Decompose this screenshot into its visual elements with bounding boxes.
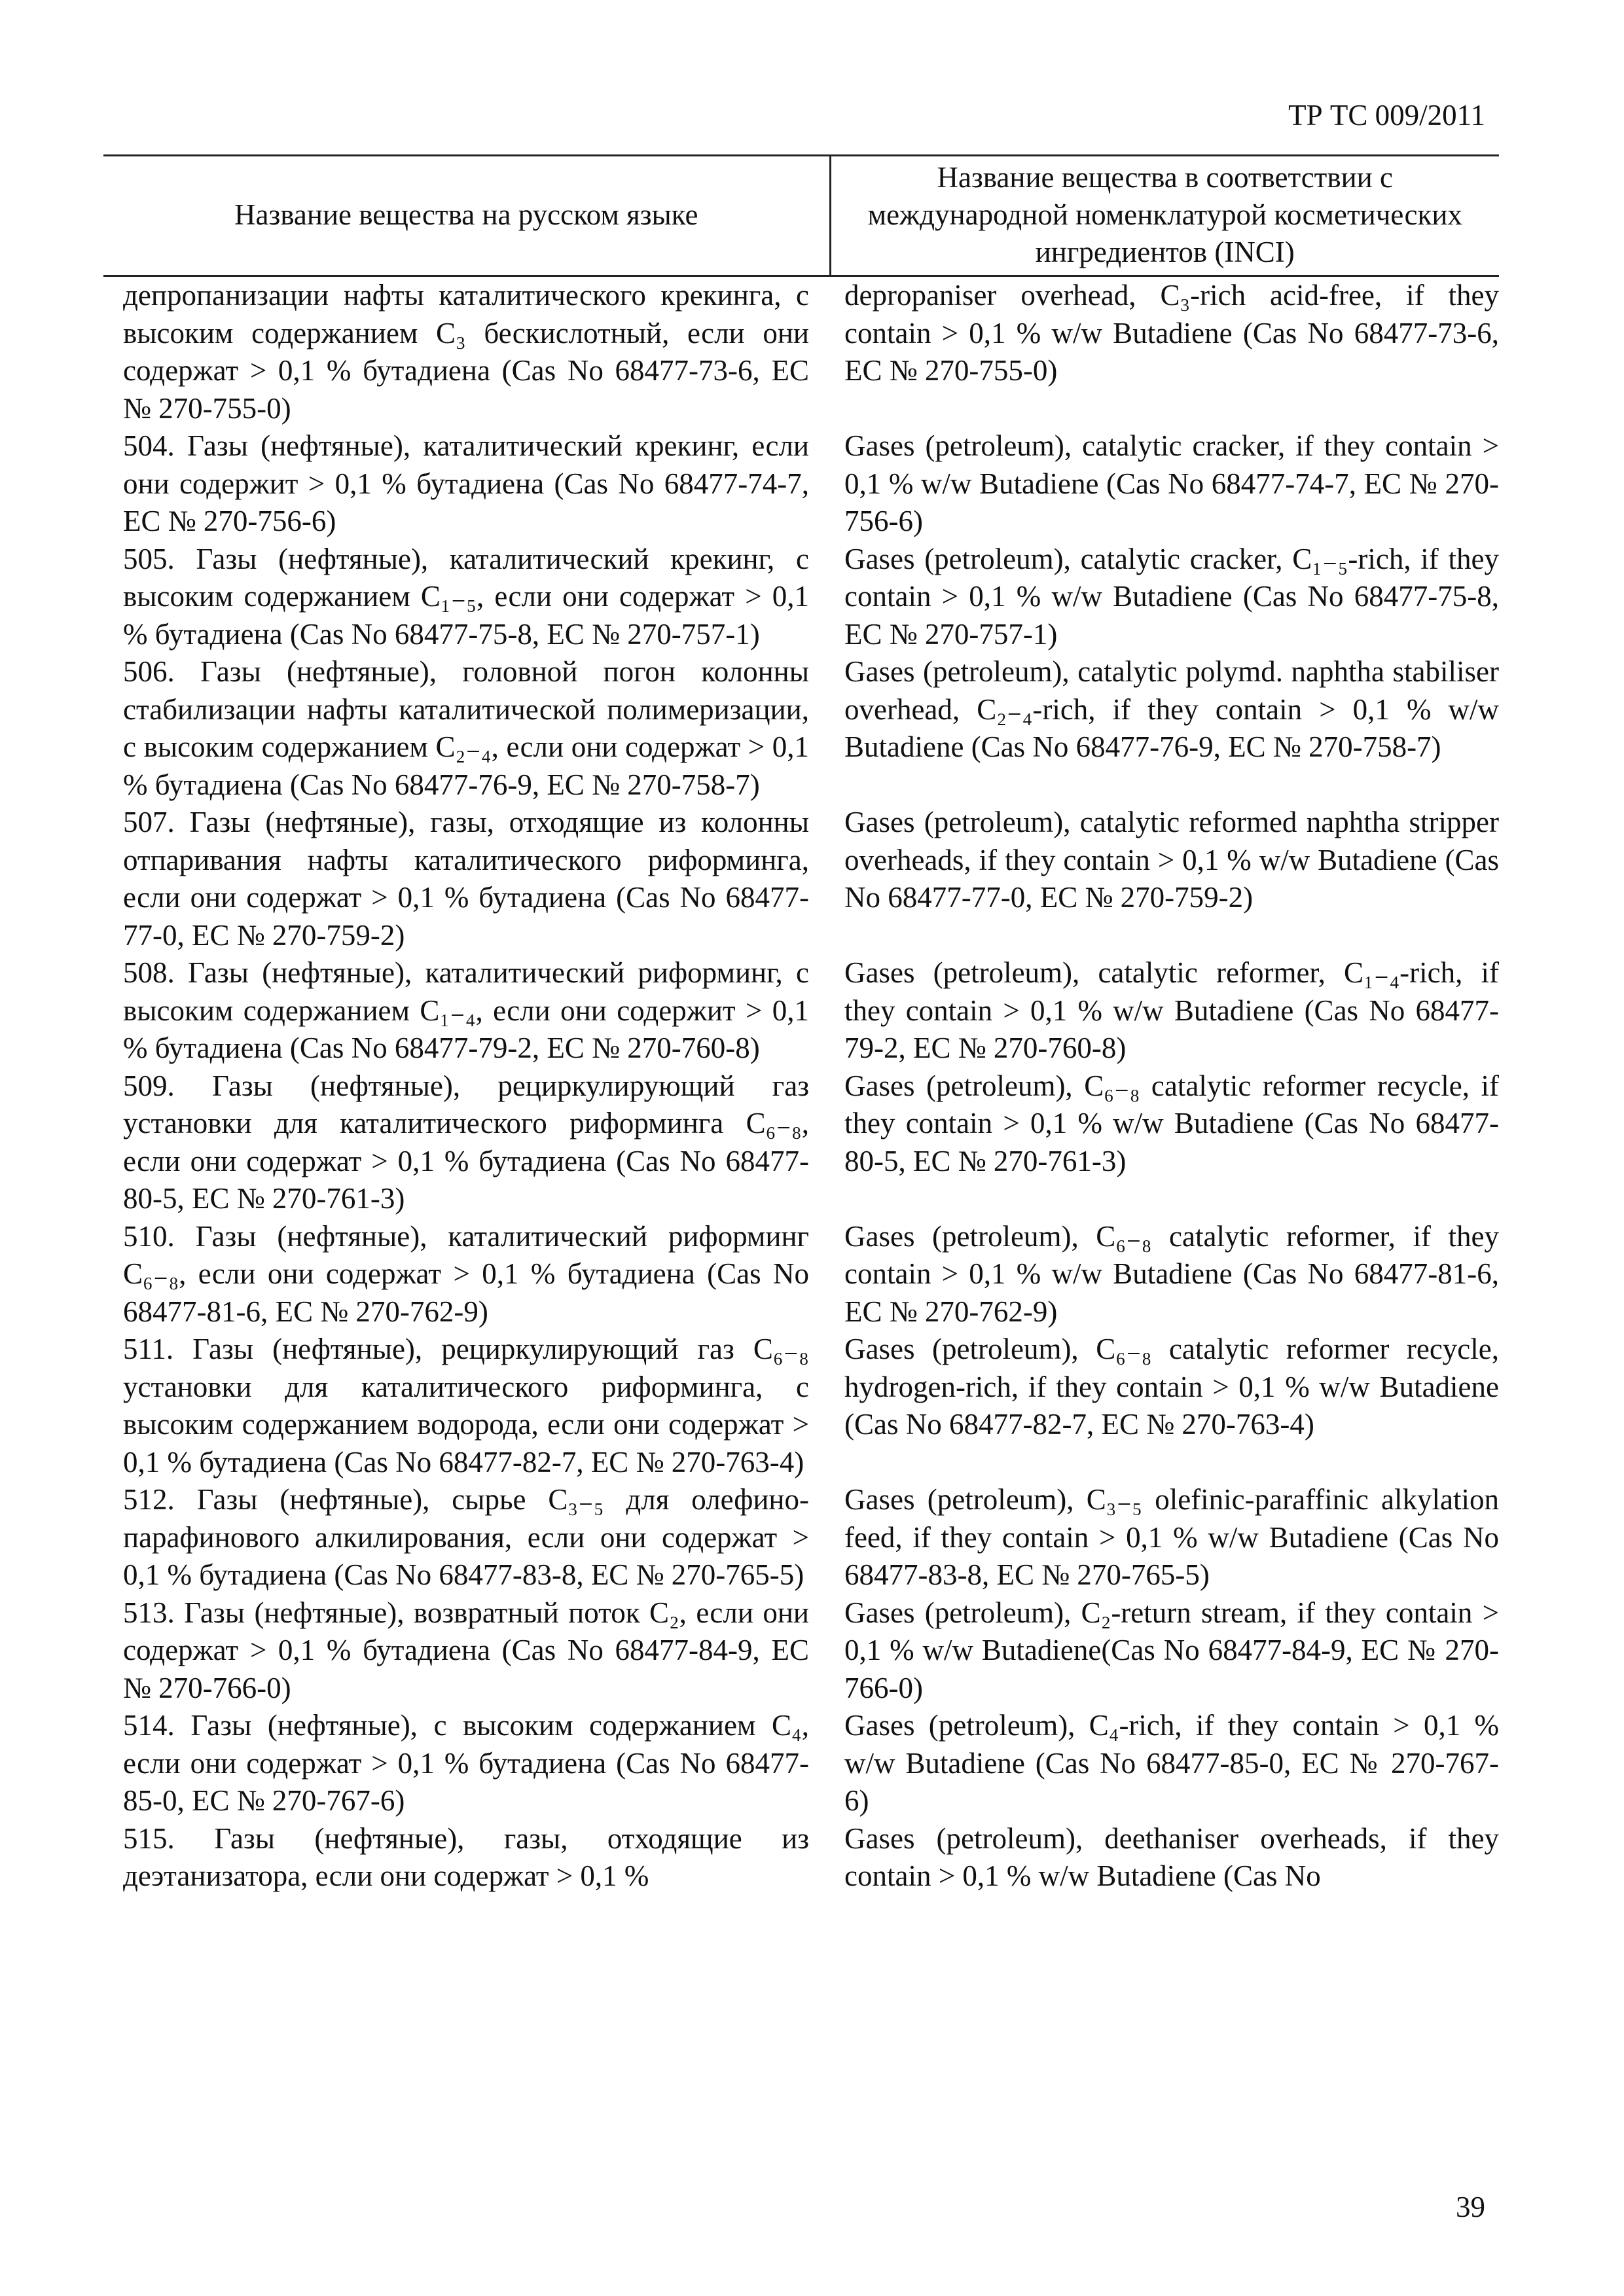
inci-name-cell: Gases (petroleum), catalytic cracker, if they contain > 0,1 % w/w Butadiene (Cas No 68477-74-7, EC № 270-756-6) <box>844 429 1499 537</box>
table-row <box>103 541 1499 654</box>
table-row <box>103 1218 1499 1331</box>
inci-name-cell: Gases (petroleum), catalytic polymd. naphtha stabiliser overhead, C₂₋₄-rich, if they contain > 0,1 % w/w Butadiene (Cas No 68477-76-9, EC № 270-758-7) <box>844 655 1499 763</box>
inci-name-cell: Gases (petroleum), C₃₋₅ olefinic-paraffinic alkylation feed, if they contain > 0,1 % w/w Butadiene (Cas No 68477-83-8, EC № 270-765-5) <box>844 1483 1499 1591</box>
russian-name-cell: 504. Газы (нефтяные), каталитический крекинг, если они содержит > 0,1 % бутадиена (Cas No 68477-74-7, ЕС № 270-756-6) <box>123 429 809 537</box>
table-row <box>103 1067 1499 1218</box>
column-header-inci-name: Название вещества в соответствии с международной номенклатурой косметических ингредиентов (INCI) <box>830 156 1499 276</box>
table-row <box>103 954 1499 1067</box>
table-row <box>103 1707 1499 1820</box>
table-row <box>103 427 1499 541</box>
inci-name-cell: depropaniser overhead, C₃-rich acid-free, if they contain > 0,1 % w/w Butadiene (Cas No 68477-73-6, EC № 270-755-0) <box>844 279 1499 387</box>
inci-name-cell: Gases (petroleum), catalytic reformed naphtha stripper overheads, if they contain > 0,1 % w/w Butadiene (Cas No 68477-77-0, EC № 270-759-2) <box>844 806 1499 914</box>
inci-name-cell: Gases (petroleum), C₆₋₈ catalytic reformer recycle, hydrogen-rich, if they contain > 0,1 % w/w Butadiene (Cas No 68477-82-7, EC № 270-763-4) <box>844 1333 1499 1441</box>
russian-name-cell: 510. Газы (нефтяные), каталитический риформинг C₆₋₈, если они содержат > 0,1 % бутадиена (Cas No 68477-81-6, ЕС № 270-762-9) <box>123 1219 809 1328</box>
table-header-row <box>103 156 1499 276</box>
document-code: ТР ТС 009/2011 <box>1288 99 1485 132</box>
table-row <box>103 1481 1499 1594</box>
table-row <box>103 1594 1499 1708</box>
substances-table <box>103 154 1499 1895</box>
inci-name-cell: Gases (petroleum), C₂-return stream, if they contain > 0,1 % w/w Butadiene(Cas No 68477-84-9, EC № 270-766-0) <box>844 1596 1499 1704</box>
inci-name-cell: Gases (petroleum), C₄-rich, if they contain > 0,1 % w/w Butadiene (Cas No 68477-85-0, EC № 270-767-6) <box>844 1709 1499 1817</box>
russian-name-cell: депропанизации нафты каталитического крекинга, с высоким содержанием C₃ бескислотный, если они содержат > 0,1 % бутадиена (Cas No 68477-73-6, ЕС № 270-755-0) <box>123 279 809 425</box>
page-number: 39 <box>1456 2191 1485 2223</box>
russian-name-cell: 506. Газы (нефтяные), головной погон колонны стабилизации нафты каталитической полимеризации, с высоким содержанием C₂₋₄, если они содержат > 0,1 % бутадиена (Cas No 68477-76-9, ЕС № 270-758-7) <box>123 655 809 801</box>
inci-name-cell: Gases (petroleum), catalytic reformer, C₁₋₄-rich, if they contain > 0,1 % w/w Butadiene (Cas No 68477-79-2, EC № 270-760-8) <box>844 956 1499 1064</box>
russian-name-cell: 513. Газы (нефтяные), возвратный поток C₂, если они содержат > 0,1 % бутадиена (Cas No 68477-84-9, ЕС № 270-766-0) <box>123 1596 809 1704</box>
inci-name-cell: Gases (petroleum), deethaniser overheads, if they contain > 0,1 % w/w Butadiene (Cas No <box>844 1821 1499 1892</box>
russian-name-cell: 515. Газы (нефтяные), газы, отходящие из деэтанизатора, если они содержат > 0,1 % <box>123 1821 809 1892</box>
russian-name-cell: 505. Газы (нефтяные), каталитический крекинг, с высоким содержанием C₁₋₅, если они содержат > 0,1 % бутадиена (Cas No 68477-75-8, ЕС № 270-757-1) <box>123 542 809 651</box>
russian-name-cell: 509. Газы (нефтяные), рециркулирующий газ установки для каталитического риформинга C₆₋₈, если они содержат > 0,1 % бутадиена (Cas No 68477-80-5, ЕС № 270-761-3) <box>123 1069 809 1215</box>
russian-name-cell: 511. Газы (нефтяные), рециркулирующий газ C₆₋₈ установки для каталитического риформинга, с высоким содержанием водорода, если они содержат > 0,1 % бутадиена (Cas No 68477-82-7, ЕС № 270-763-4) <box>123 1333 809 1479</box>
inci-name-cell: Gases (petroleum), catalytic cracker, C₁₋₅-rich, if they contain > 0,1 % w/w Butadiene (Cas No 68477-75-8, EC № 270-757-1) <box>844 542 1499 651</box>
table-row <box>103 1820 1499 1895</box>
russian-name-cell: 514. Газы (нефтяные), с высоким содержанием C₄, если они содержат > 0,1 % бутадиена (Cas No 68477-85-0, ЕС № 270-767-6) <box>123 1709 809 1817</box>
table-row <box>103 653 1499 804</box>
russian-name-cell: 508. Газы (нефтяные), каталитический риформинг, с высоким содержанием C₁₋₄, если они содержит > 0,1 % бутадиена (Cas No 68477-79-2, ЕС № 270-760-8) <box>123 956 809 1064</box>
russian-name-cell: 512. Газы (нефтяные), сырье C₃₋₅ для олефино-парафинового алкилирования, если они содержат > 0,1 % бутадиена (Cas No 68477-83-8, ЕС № 270-765-5) <box>123 1483 809 1591</box>
table-row <box>103 804 1499 954</box>
inci-name-cell: Gases (petroleum), C₆₋₈ catalytic reformer recycle, if they contain > 0,1 % w/w Butadiene (Cas No 68477-80-5, EC № 270-761-3) <box>844 1069 1499 1177</box>
inci-name-cell: Gases (petroleum), C₆₋₈ catalytic reformer, if they contain > 0,1 % w/w Butadiene (Cas No 68477-81-6, EC № 270-762-9) <box>844 1219 1499 1328</box>
table-row <box>103 1331 1499 1481</box>
russian-name-cell: 507. Газы (нефтяные), газы, отходящие из колонны отпаривания нафты каталитического риформинга, если они содержат > 0,1 % бутадиена (Cas No 68477-77-0, ЕС № 270-759-2) <box>123 806 809 952</box>
table-row <box>103 276 1499 428</box>
column-header-russian-name: Название вещества на русском языке <box>103 156 830 276</box>
